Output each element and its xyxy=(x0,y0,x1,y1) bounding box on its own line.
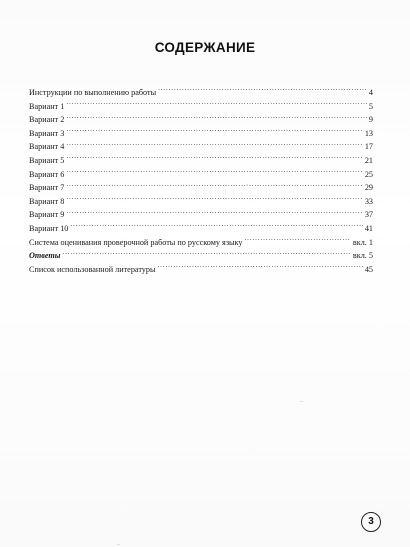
toc-entry-label: Вариант 4 xyxy=(29,142,65,152)
dot-leader xyxy=(66,207,363,217)
toc-entry-variant-9 xyxy=(29,207,373,221)
toc-entry-variant-1 xyxy=(29,99,373,113)
dot-leader xyxy=(66,153,363,163)
toc-entry-page: 25 xyxy=(364,169,373,179)
dot-leader xyxy=(66,167,363,177)
toc-entry-label: Вариант 7 xyxy=(29,183,65,193)
toc-entry-variant-8 xyxy=(29,194,373,208)
dot-leader xyxy=(245,235,351,245)
toc-entry-label: Система оценивания проверочной работы по русскому языку xyxy=(29,237,243,247)
dot-leader xyxy=(158,85,367,95)
toc-entry-label: Вариант 5 xyxy=(29,155,65,165)
toc-entry-grading-system xyxy=(29,235,373,249)
dot-leader xyxy=(66,139,363,149)
toc-entry-variant-7 xyxy=(29,180,373,194)
page-title: СОДЕРЖАНИЕ xyxy=(154,40,256,55)
dot-leader xyxy=(66,99,367,109)
toc-entry-page: вкл. 5 xyxy=(352,251,373,261)
toc-entry-label: Вариант 10 xyxy=(29,223,69,233)
toc-entry-page: 41 xyxy=(364,223,373,233)
toc-entry-page: 45 xyxy=(364,264,373,274)
toc-entry-answers xyxy=(29,248,373,262)
toc-entry-variant-2 xyxy=(29,112,373,126)
toc-entry-label: Инструкции по выполнению работы xyxy=(29,88,157,97)
dot-leader xyxy=(66,194,363,204)
toc-entry-page: 29 xyxy=(364,183,373,193)
toc-entry-page: 21 xyxy=(364,155,373,165)
toc-entry-page: 9 xyxy=(368,115,373,125)
toc-entry-page: 5 xyxy=(368,101,373,111)
page-number-badge: 3 xyxy=(361,512,381,532)
toc-entry-label: Вариант 8 xyxy=(29,196,65,206)
toc-entry-label: Вариант 1 xyxy=(29,101,65,111)
dot-leader xyxy=(66,112,367,122)
toc-entry-label: Вариант 6 xyxy=(29,169,65,179)
scan-speck xyxy=(300,401,303,402)
table-of-contents xyxy=(29,85,373,275)
toc-entry-label: Список использованной литературы xyxy=(29,264,156,274)
toc-entry-page: 13 xyxy=(364,128,373,138)
toc-entry-label: Вариант 9 xyxy=(29,210,65,220)
toc-entry-label: Вариант 2 xyxy=(29,115,65,125)
dot-leader xyxy=(62,248,350,258)
toc-entry-page: вкл. 1 xyxy=(352,237,373,247)
toc-entry-page: 17 xyxy=(364,142,373,152)
toc-entry-page: 33 xyxy=(364,196,373,206)
scan-speck xyxy=(246,184,248,186)
dot-leader xyxy=(66,126,363,136)
dot-leader xyxy=(70,221,362,231)
toc-entry-label: Вариант 3 xyxy=(29,128,65,138)
toc-entry-variant-10 xyxy=(29,221,373,235)
toc-entry-variant-5 xyxy=(29,153,373,167)
toc-entry-instructions xyxy=(29,85,373,99)
scan-speck xyxy=(117,544,120,545)
toc-entry-references xyxy=(29,262,373,276)
toc-entry-variant-6 xyxy=(29,167,373,181)
toc-entry-variant-4 xyxy=(29,139,373,153)
dot-leader xyxy=(158,262,363,272)
toc-entry-label: Ответы xyxy=(29,251,61,261)
toc-entry-variant-3 xyxy=(29,126,373,140)
dot-leader xyxy=(66,180,363,190)
toc-entry-page: 4 xyxy=(368,88,373,97)
toc-entry-page: 37 xyxy=(364,210,373,220)
